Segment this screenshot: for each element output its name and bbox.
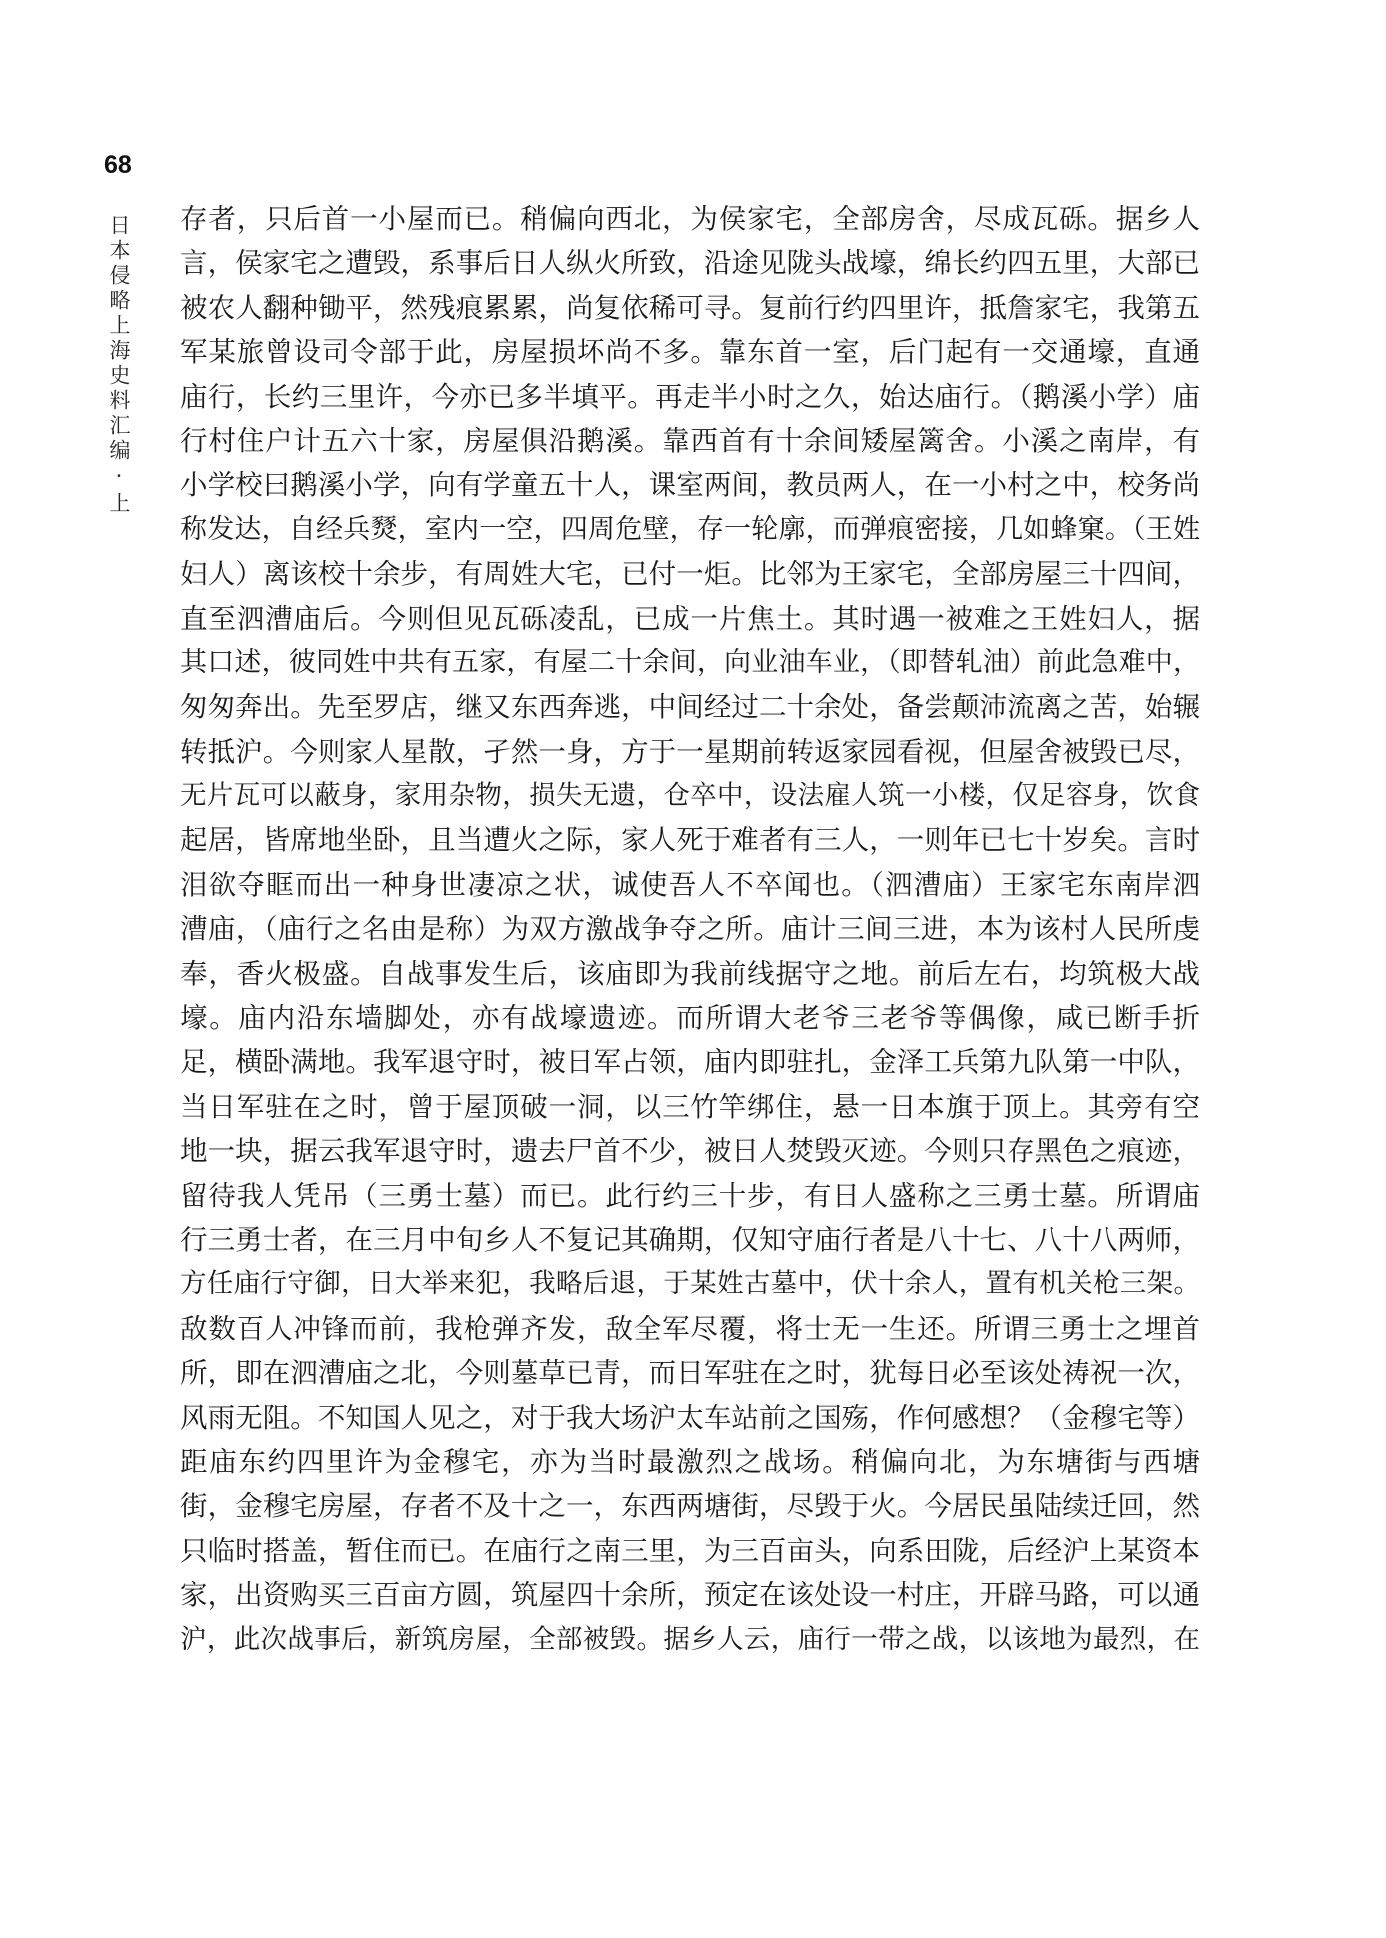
text-line: 被农人翻种锄平，然残痕累累，尚复依稀可寻。复前行约四里许，抵詹家宅，我第五 bbox=[180, 291, 1200, 324]
text-line: 所，即在泗漕庙之北，今则墓草已青，而日军驻在之时，犹每日必至该处祷祝一次， bbox=[180, 1357, 1200, 1390]
text-line: 地一块，据云我军退守时，遗去尸首不少，被日人焚毁灭迹。今则只存黑色之痕迹， bbox=[180, 1135, 1200, 1168]
text-line: 奉，香火极盛。自战事发生后，该庙即为我前线据守之地。前后左右，均筑极大战 bbox=[180, 957, 1200, 990]
text-line: 庙行，长约三里许，今亦已多半填平。再走半小时之久，始达庙行。（鹅溪小学）庙 bbox=[180, 380, 1200, 413]
body-text bbox=[180, 197, 1200, 1662]
text-line: 军某旅曾设司令部于此，房屋损坏尚不多。靠东首一室，后门起有一交通壕，直通 bbox=[180, 336, 1200, 369]
text-line: 家，出资购买三百亩方圆，筑屋四十余所，预定在该处设一村庄，开辟马路，可以通 bbox=[180, 1579, 1200, 1612]
text-line: 起居，皆席地坐卧，且当遭火之际，家人死于难者有三人，一则年已七十岁矣。言时 bbox=[180, 824, 1200, 857]
text-line: 沪，此次战事后，新筑房屋，全部被毁。据乡人云，庙行一带之战，以该地为最烈，在 bbox=[180, 1623, 1200, 1655]
text-line: 小学校曰鹅溪小学，向有学童五十人，课室两间，教员两人，在一小村之中，校务尚 bbox=[180, 469, 1200, 502]
text-line: 其口述，彼同姓中共有五家，有屋二十余间，向业油车业，（即替轧油）前此急难中， bbox=[180, 646, 1200, 678]
text-line: 行三勇士者，在三月中旬乡人不复记其确期，仅知守庙行者是八十七、八十八两师， bbox=[180, 1223, 1200, 1256]
text-line: 直至泗漕庙后。今则但见瓦砾凌乱，已成一片焦土。其时遇一被难之王姓妇人，据 bbox=[180, 602, 1200, 635]
text-line: 当日军驻在之时，曾于屋顶破一洞，以三竹竿绑住，悬一日本旗于顶上。其旁有空 bbox=[180, 1090, 1200, 1123]
text-line: 距庙东约四里许为金穆宅，亦为当时最激烈之战场。稍偏向北，为东塘街与西塘 bbox=[180, 1445, 1200, 1478]
text-line: 行村住户计五六十家，房屋俱沿鹅溪。靠西首有十余间矮屋篱舍。小溪之南岸，有 bbox=[180, 424, 1200, 457]
text-line: 敌数百人冲锋而前，我枪弹齐发，敌全军尽覆，将士无一生还。所谓三勇士之埋首 bbox=[180, 1312, 1200, 1345]
text-line: 街，金穆宅房屋，存者不及十之一，东西两塘街，尽毁于火。今居民虽陆续迁回，然 bbox=[180, 1490, 1200, 1523]
running-title: 日本侵略上海史料汇编·上 bbox=[107, 214, 131, 517]
text-line: 方任庙行守御，日大举来犯，我略后退，于某姓古墓中，伏十余人，置有机关枪三架。 bbox=[180, 1268, 1200, 1300]
page-number: 68 bbox=[104, 151, 132, 179]
text-line: 言，侯家宅之遭毁，系事后日人纵火所致，沿途见陇头战壕，绵长约四五里，大部已 bbox=[180, 247, 1200, 280]
text-line: 足，横卧满地。我军退守时，被日军占领，庙内即驻扎，金泽工兵第九队第一中队， bbox=[180, 1046, 1200, 1079]
text-line: 无片瓦可以蔽身，家用杂物，损失无遗，仓卒中，设法雇人筑一小楼，仅足容身，饮食 bbox=[180, 780, 1200, 812]
text-line: 只临时搭盖，暂住而已。在庙行之南三里，为三百亩头，向系田陇，后经沪上某资本 bbox=[180, 1534, 1200, 1567]
text-line: 留待我人凭吊（三勇士墓）而已。此行约三十步，有日人盛称之三勇士墓。所谓庙 bbox=[180, 1179, 1200, 1212]
text-line: 泪欲夺眶而出一种身世凄凉之状，诚使吾人不卒闻也。（泗漕庙）王家宅东南岸泗 bbox=[180, 868, 1200, 901]
text-line: 转抵沪。今则家人星散，孑然一身，方于一星期前转返家园看视，但屋舍被毁已尽， bbox=[180, 735, 1200, 768]
text-line: 存者，只后首一小屋而已。稍偏向西北，为侯家宅，全部房舍，尽成瓦砾。据乡人 bbox=[180, 203, 1200, 235]
text-line: 壕。庙内沿东墙脚处，亦有战壕遗迹。而所谓大老爷三老爷等偶像，咸已断手折 bbox=[180, 1002, 1200, 1035]
text-line: 匆匆奔出。先至罗店，继又东西奔逃，中间经过二十余处，备尝颠沛流离之苦，始辗 bbox=[180, 691, 1200, 724]
text-line: 称发达，自经兵燹，室内一空，四周危壁，存一轮廓，而弹痕密接，几如蜂窠。（王姓 bbox=[180, 513, 1200, 545]
text-line: 妇人）离该校十余步，有周姓大宅，已付一炬。比邻为王家宅，全部房屋三十四间， bbox=[180, 558, 1200, 591]
text-line: 风雨无阻。不知国人见之，对于我大场沪太车站前之国殇，作何感想？（金穆宅等） bbox=[180, 1401, 1200, 1434]
text-line: 漕庙，（庙行之名由是称）为双方激战争夺之所。庙计三间三进，本为该村人民所虔 bbox=[180, 913, 1200, 946]
